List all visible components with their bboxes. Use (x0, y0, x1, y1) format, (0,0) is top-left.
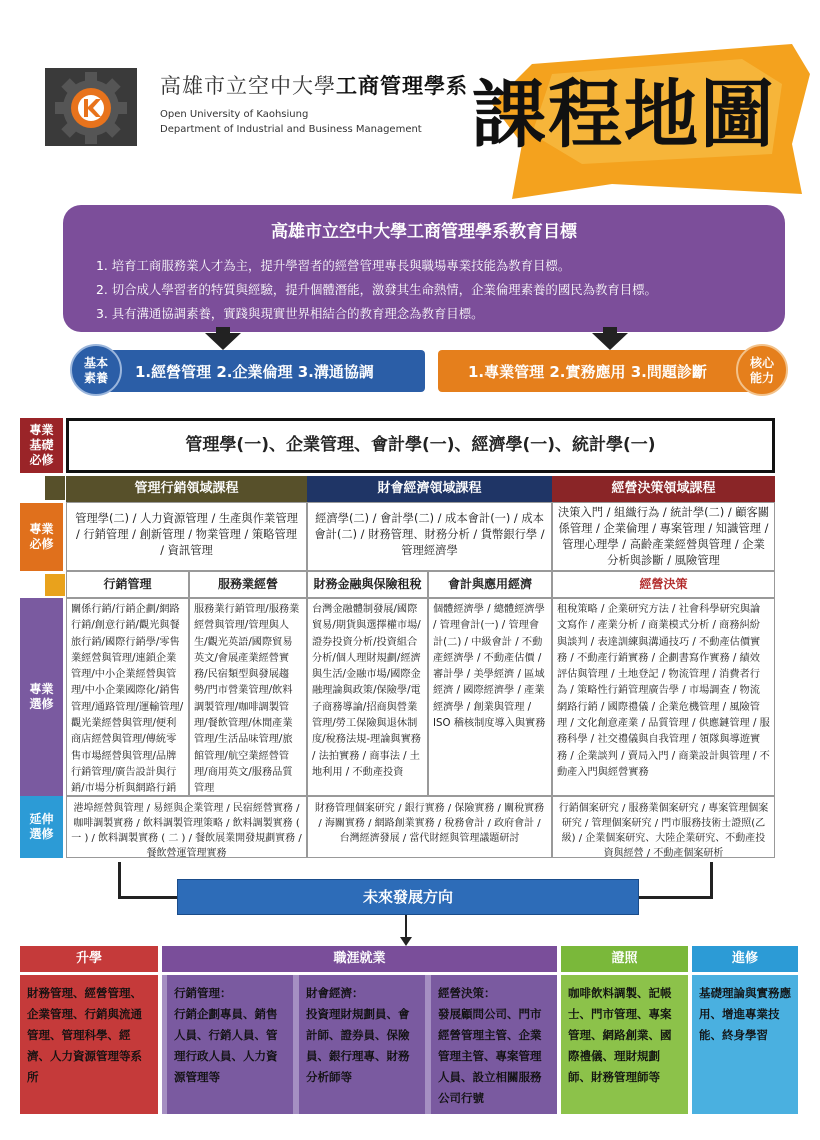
domain-header-finance: 財會經濟領域課程 (307, 476, 552, 502)
education-goals-panel (63, 205, 785, 332)
label-required: 專業 必修 (20, 503, 63, 571)
basic-literacy-text: 1.經營管理 2.企業倫理 3.溝通協調 (135, 363, 374, 381)
label-extended-elective: 延伸 選修 (20, 796, 63, 858)
connector-line (710, 862, 713, 898)
department-logo (45, 68, 137, 146)
required-courses-marketing: 管理學(二) / 人力資源管理 / 生產與作業管理 / 行銷管理 / 創新管理 / 物業管理 / 策略管理 / 資訊管理 (66, 502, 307, 571)
label-strip (45, 476, 65, 500)
down-arrow-icon (205, 333, 241, 350)
down-arrow-icon (592, 333, 628, 350)
elective-courses: 個體經濟學 / 總體經濟學 / 管理會計(一) / 管理會計(二) / 中級會計 / 不動產經濟學 / 不動產估價 / 審計學 / 美學經濟 / 區域經濟 / 國際經濟學 / 產業經濟學 / 創業與管理 / ISO 稽核制度導入與實務 (428, 598, 552, 796)
extended-elective-courses: 財務管理個案研究 / 銀行實務 / 保險實務 / 關稅實務 / 海關實務 / 網路創業實務 / 稅務會計 / 政府會計 / 台灣經濟發展 / 當代財經與管理議題研討 (307, 796, 552, 858)
connector-line (636, 896, 713, 899)
category-certificate: 證照 (561, 946, 688, 972)
subdomain-header: 服務業經營 (189, 571, 307, 598)
label-basic-required: 專業 基礎 必修 (20, 418, 63, 473)
label-strip (45, 574, 65, 596)
career-decision-content: 經營決策： 發展顧問公司、門市經營管理主管、企業管理主管、專案管理人員、設立相關服務公司行號 (431, 975, 557, 1114)
connector-line (118, 862, 121, 898)
extended-elective-courses: 港埠經營與管理 / 易經與企業管理 / 民宿經營實務 / 咖啡調製實務 / 飲料調製管理策略 / 飲料調製實務 ( 一 ) / 飲料調製實務 ( 二 ) / 餐飲展業開發規劃實務 / 餐飲營運管理實務 (66, 796, 307, 858)
required-courses-finance: 經濟學(二) / 會計學(二) / 成本會計(一) / 成本會計(二) / 財務管理、財務分析 / 貨幣銀行學 / 管理經濟學 (307, 502, 552, 571)
course-map-title: 課程地圖 (472, 72, 776, 158)
core-ability-badge: 核心 能力 (736, 344, 788, 396)
subdomain-header: 經營決策 (552, 571, 775, 598)
category-advanced-study: 進修 (692, 946, 798, 972)
subdomain-header: 財務金融與保險租稅 (307, 571, 428, 598)
core-ability-bar (438, 350, 763, 392)
career-finance-content: 財會經濟： 投資理財規劃員、會計師、證券員、保險員、銀行理專、財務分析師等 (299, 975, 425, 1114)
elective-courses: 台灣金融體制發展/國際貿易/期貨與選擇權市場/證券投資分析/投資組合分析/個人理財規劃/經濟與生活/金融市場/國際金融理論與政策/保險學/電子商務導論/招商與營業管理/勞工保險與退休制度/稅務法規-理論與實務 / 法拍實務 / 商事法 / 土地利用 / 不動產投資 (307, 598, 428, 796)
university-name-chinese: 高雄市立空中大學工商管理學系 (160, 74, 468, 98)
connector-line (118, 896, 180, 899)
connector-line (405, 914, 407, 938)
education-goals-title: 高雄市立空中大學工商管理學系教育目標 (271, 222, 577, 242)
subdomain-header: 會計與應用經濟 (428, 571, 552, 598)
goal-item: 2. 切合成人學習者的特質與經驗，提升個體潛能，激發其生命熱情，企業倫理素養的國民為教育目標。 (96, 282, 657, 297)
basic-required-courses: 管理學(一)、企業管理、會計學(一)、經濟學(一)、統計學(一) (66, 418, 775, 473)
domain-header-decision: 經營決策領域課程 (552, 476, 775, 502)
elective-courses: 服務業行銷管理/服務業經營與管理/管理與人生/觀光英語/國際貿易英文/會展產業經營實務/民宿類型與發展趨勢/門市營業管理/飲料調製管理/咖啡調製管理/餐飲管理/休閒產業管理/生活品味管理/旅館管理/航空業經營管理/商用英文/服務品質管理 (189, 598, 307, 796)
basic-literacy-bar (100, 350, 425, 392)
basic-literacy-badge: 基本 素養 (70, 344, 122, 396)
category-further-study: 升學 (20, 946, 158, 972)
subdomain-header: 行銷管理 (66, 571, 189, 598)
core-ability-text: 1.專業管理 2.實務應用 3.問題診斷 (468, 363, 707, 381)
elective-courses: 關係行銷/行銷企劃/網路行銷/創意行銷/觀光與餐旅行銷/國際行銷學/零售業經營與管理/連鎖企業管理/中小企業經營與管理/中小企業國際化/銷售管理/通路管理/運輸管理/觀光業經營與管理/便利商店經營與管理/傳統零售市場經營與管理/品牌行銷管理/廣告設計與行銷/市場分析與網路行銷 (66, 598, 189, 796)
department-name-english: Department of Industrial and Business Management (160, 124, 422, 135)
label-elective: 專業 選修 (20, 598, 63, 796)
elective-courses: 租稅策略 / 企業研究方法 / 社會科學研究與論文寫作 / 產業分析 / 商業模式分析 / 商務糾紛與談判 / 表達訓練與溝通技巧 / 不動產估價實務 / 不動產行銷實務 / 企劃書寫作實務 / 績效評估與管理 / 土地登記 / 物流管理 / 消費者行為 / 策略性行銷管理廣告學 / 市場調查 / 物流網路行銷 / 國際禮儀 / 企業危機管理 / 風險管理 / 文化創意產業 / 品質管理 / 供應鏈管理 / 服務科學 / 社交禮儀與自我管理 / 領隊與導遊實務 / 企業談判 / 賣局入門 / 商業設計與管理 / 不動產入門與經營實務 (552, 598, 775, 796)
required-courses-decision: 決策入門 / 組織行為 / 統計學(二) / 顧客關係管理 / 企業倫理 / 專案管理 / 知識管理 / 管理心理學 / 高齡產業經營與管理 / 企業分析與診斷 / 風險管理 (552, 502, 775, 571)
further-study-content: 財務管理、經營管理、企業管理、行銷與流通管理、管理科學、經濟、人力資源管理等系所 (20, 975, 158, 1114)
goal-item: 1. 培育工商服務業人才為主，提升學習者的經營管理專長與職場專業技能為教育目標。 (96, 258, 571, 273)
goal-item: 3. 具有溝通協調素養，實踐與現實世界相結合的教育理念為教育目標。 (96, 306, 484, 321)
domain-header-marketing: 管理行銷領域課程 (66, 476, 307, 502)
future-direction-banner: 未來發展方向 (178, 880, 638, 914)
certificate-content: 咖啡飲料調製、記帳士、門市管理、專案管理、網路創業、國際禮儀、理財規劃師、財務管理師等 (561, 975, 688, 1114)
down-arrow-icon (400, 937, 412, 946)
advanced-study-content: 基礎理論與實務應用、增進專業技能、終身學習 (692, 975, 798, 1114)
extended-elective-courses: 行銷個案研究 / 服務業個案研究 / 專案管理個案研究 / 管理個案研究 / 門市服務技術士證照(乙級) / 企業個案研究、大陸企業研究、不動產投資與經營 / 不動產個案研析 (552, 796, 775, 858)
career-marketing-content: 行銷管理： 行銷企劃專員、銷售人員、行銷人員、管理行政人員、人力資源管理等 (167, 975, 293, 1114)
university-name-english: Open University of Kaohsiung (160, 109, 309, 120)
category-career: 職涯就業 (162, 946, 557, 972)
